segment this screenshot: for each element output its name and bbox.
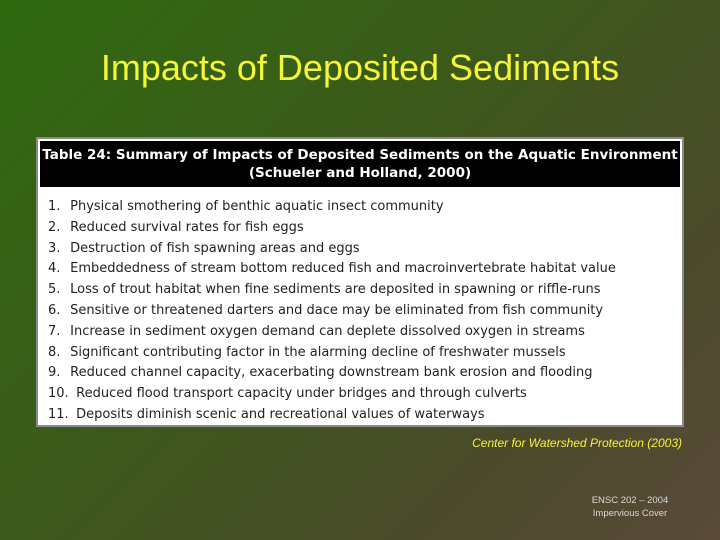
item-number: 1.	[48, 199, 61, 214]
impacts-list	[48, 197, 676, 426]
list-item	[48, 363, 676, 384]
item-number: 6.	[48, 302, 61, 318]
list-item	[48, 218, 676, 239]
table-header	[40, 141, 680, 187]
list-item	[48, 322, 676, 343]
list-item	[48, 405, 676, 426]
list-item	[48, 197, 676, 218]
impacts-table	[36, 137, 684, 427]
list-item	[48, 384, 676, 405]
list-item	[48, 280, 676, 301]
item-number: 3.	[48, 240, 61, 256]
item-text: Increase in sediment oxygen demand can deplete dissolved oxygen in streams	[70, 323, 585, 339]
item-text: Sensitive or threatened darters and dace may be eliminated from fish community	[70, 302, 604, 318]
slide-title: Impacts of Deposited Sediments	[100, 47, 620, 88]
item-text: Destruction of fish spawning areas and eggs	[70, 240, 360, 256]
list-item	[48, 343, 676, 364]
item-text: Embeddedness of stream bottom reduced fish and macroinvertebrate habitat value	[70, 261, 616, 277]
table-citation: (Schueler and Holland, 2000)	[248, 165, 472, 181]
item-text: Deposits diminish scenic and recreational values of waterways	[76, 406, 485, 422]
item-number: 5.	[48, 282, 61, 298]
item-number: 4.	[48, 261, 61, 277]
list-item	[48, 239, 676, 260]
item-number: 10.	[48, 386, 69, 402]
source-citation: Center for Watershed Protection (2003)	[472, 436, 682, 450]
item-number: 9.	[48, 365, 61, 381]
item-text: Reduced channel capacity, exacerbating downstream bank erosion and flooding	[70, 365, 593, 381]
item-number: 8.	[48, 344, 61, 360]
item-number: 11.	[48, 406, 69, 422]
item-text: Physical smothering of benthic aquatic insect community	[70, 199, 444, 214]
item-number: 7.	[48, 323, 61, 339]
topic-label: Impervious Cover	[592, 508, 668, 519]
item-text: Loss of trout habitat when fine sediments are deposited in spawning or riffle-runs	[70, 282, 601, 298]
course-label: ENSC 202 – 2004	[591, 495, 669, 506]
table-caption: Table 24: Summary of Impacts of Deposited Sediments on the Aquatic Environment	[42, 147, 678, 163]
slide-footer	[560, 494, 700, 520]
list-item	[48, 259, 676, 280]
item-text: Significant contributing factor in the alarming decline of freshwater mussels	[70, 344, 566, 360]
item-text: Reduced flood transport capacity under bridges and through culverts	[76, 386, 527, 402]
item-number: 2.	[48, 219, 61, 235]
list-item	[48, 301, 676, 322]
item-text: Reduced survival rates for fish eggs	[70, 219, 304, 235]
